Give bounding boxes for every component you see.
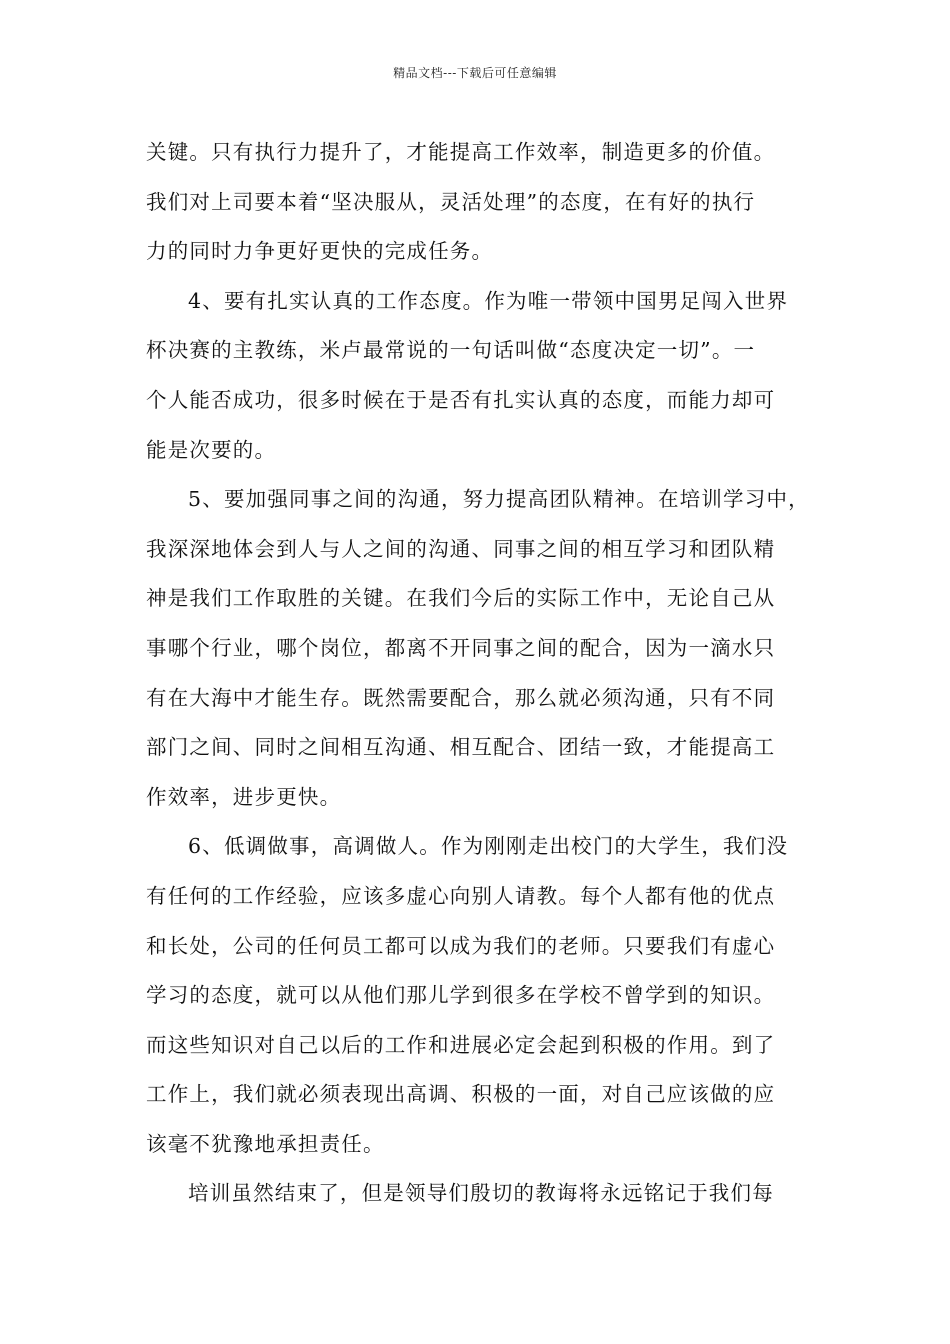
text-line: 作效率，进步更快。 [146, 784, 342, 809]
text-line: 6、低调做事，高调做人。作为刚刚走出校门的大学生，我们没 [188, 834, 789, 859]
text-line: 我深深地体会到人与人之间的沟通、同事之间的相互学习和团队精 [146, 536, 776, 561]
text-line: 4、要有扎实认真的工作态度。作为唯一带领中国男足闯入世界 [188, 288, 789, 313]
text-line: 事哪个行业，哪个岗位，都离不开同事之间的配合，因为一滴水只 [146, 635, 776, 660]
text-line: 学习的态度，就可以从他们那儿学到很多在学校不曾学到的知识。 [146, 983, 776, 1008]
text-line: 有在大海中才能生存。既然需要配合，那么就必须沟通，只有不同 [146, 685, 776, 710]
text-line: 我们对上司要本着“坚决服从，灵活处理”的态度，在有好的执行 [146, 189, 756, 214]
text-line: 有任何的工作经验，应该多虚心向别人请教。每个人都有他的优点 [146, 883, 776, 908]
text-line: 工作上，我们就必须表现出高调、积极的一面，对自己应该做的应 [146, 1082, 776, 1107]
text-line: 神是我们工作取胜的关键。在我们今后的实际工作中，无论自己从 [146, 586, 776, 611]
document-body [146, 128, 810, 1219]
text-line: 5、要加强同事之间的沟通，努力提高团队精神。在培训学习中， [188, 487, 810, 512]
text-line: 力的同时力争更好更快的完成任务。 [146, 239, 494, 264]
text-line: 个人能否成功，很多时候在于是否有扎实认真的态度，而能力却可 [146, 387, 776, 412]
text-line: 和长处，公司的任何员工都可以成为我们的老师。只要我们有虚心 [146, 933, 776, 958]
text-line: 培训虽然结束了，但是领导们殷切的教诲将永远铭记于我们每 [188, 1181, 774, 1206]
text-line: 该毫不犹豫地承担责任。 [146, 1131, 385, 1156]
text-line: 而这些知识对自己以后的工作和进展必定会起到积极的作用。到了 [146, 1032, 776, 1057]
text-line: 部门之间、同时之间相互沟通、相互配合、团结一致，才能提高工 [146, 735, 776, 760]
text-line: 关键。只有执行力提升了，才能提高工作效率，制造更多的价值。 [146, 140, 776, 164]
page-header: 精品文档---下载后可任意编辑 [393, 66, 557, 80]
text-line: 能是次要的。 [146, 437, 277, 462]
text-line: 杯决赛的主教练，米卢最常说的一句话叫做“态度决定一切”。一 [146, 338, 756, 363]
